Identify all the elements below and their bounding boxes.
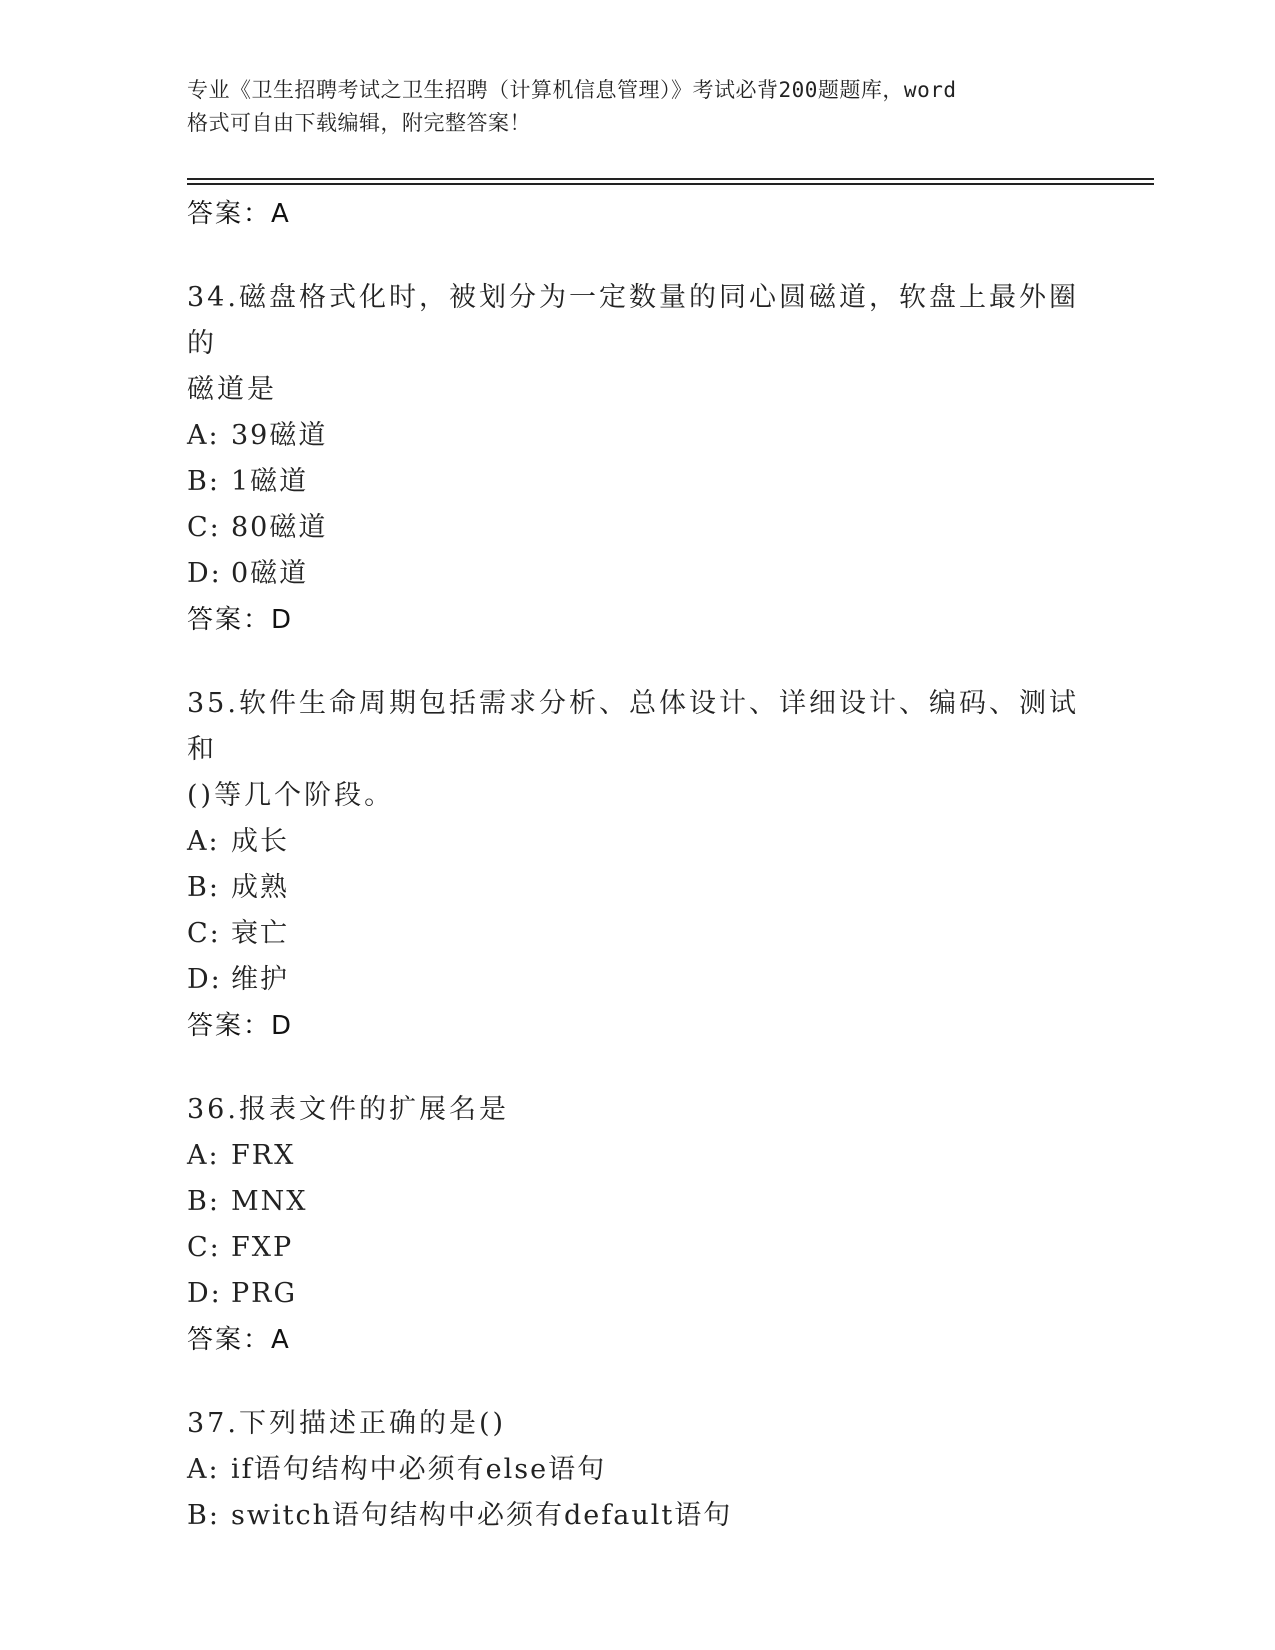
question-37 xyxy=(187,1401,1087,1539)
answer-previous: 答案：A xyxy=(187,199,291,229)
option-c xyxy=(187,505,1087,551)
option-b xyxy=(187,459,1087,505)
option-letter: C: xyxy=(187,918,221,949)
option-letter: B: xyxy=(187,1186,220,1217)
option-text: 成长 xyxy=(231,826,289,857)
option-b xyxy=(187,865,1087,911)
option-text: 80磁道 xyxy=(231,512,328,543)
option-letter: C: xyxy=(187,512,221,543)
header-line-2: 格式可自由下载编辑，附完整答案！ xyxy=(187,111,531,135)
option-a xyxy=(187,1133,1087,1179)
option-text: 0磁道 xyxy=(231,558,309,589)
question-text xyxy=(187,1401,1087,1447)
question-text xyxy=(187,1087,1087,1133)
option-text: PRG xyxy=(231,1278,298,1309)
header-line-1: 专业《卫生招聘考试之卫生招聘（计算机信息管理）》考试必背200题题库，word xyxy=(187,78,957,102)
question-number: 34. xyxy=(187,282,239,313)
question-number: 37. xyxy=(187,1408,239,1439)
answer: 答案：A xyxy=(187,1325,291,1355)
option-text: 维护 xyxy=(231,964,289,995)
option-text: FXP xyxy=(231,1232,294,1263)
option-letter: D: xyxy=(187,558,222,589)
header-divider-top xyxy=(187,178,1154,180)
option-b xyxy=(187,1179,1087,1225)
answer: 答案：D xyxy=(187,1011,294,1041)
question-number: 35. xyxy=(187,688,239,719)
option-d xyxy=(187,957,1087,1003)
question-text-line-2: ()等几个阶段。 xyxy=(187,780,395,811)
question-34 xyxy=(187,275,1087,643)
question-text xyxy=(187,681,1087,773)
option-c xyxy=(187,1225,1087,1271)
option-letter: A: xyxy=(187,1140,220,1171)
answer: 答案：D xyxy=(187,605,294,635)
option-letter: A: xyxy=(187,1454,220,1485)
option-letter: A: xyxy=(187,420,220,451)
option-letter: C: xyxy=(187,1232,221,1263)
option-d xyxy=(187,1271,1087,1317)
option-text: 39磁道 xyxy=(231,420,328,451)
option-text: switch语句结构中必须有default语句 xyxy=(231,1500,733,1531)
option-a xyxy=(187,819,1087,865)
option-letter: D: xyxy=(187,1278,222,1309)
question-text-line-1: 下列描述正确的是() xyxy=(238,1408,507,1439)
option-letter: B: xyxy=(187,872,220,903)
question-text-line-1: 软件生命周期包括需求分析、总体设计、详细设计、编码、测试和 xyxy=(187,688,1079,765)
option-letter: A: xyxy=(187,826,220,857)
question-text-line-1: 报表文件的扩展名是 xyxy=(238,1094,509,1125)
question-35 xyxy=(187,681,1087,1049)
option-d xyxy=(187,551,1087,597)
option-text: MNX xyxy=(231,1186,308,1217)
option-text: if语句结构中必须有else语句 xyxy=(231,1454,607,1485)
option-text: 成熟 xyxy=(231,872,289,903)
document-header xyxy=(187,74,1087,140)
option-text: 1磁道 xyxy=(231,466,309,497)
option-a xyxy=(187,413,1087,459)
option-c xyxy=(187,911,1087,957)
option-letter: B: xyxy=(187,466,220,497)
question-number: 36. xyxy=(187,1094,239,1125)
question-text-line-1: 磁盘格式化时，被划分为一定数量的同心圆磁道，软盘上最外圈的 xyxy=(187,282,1079,359)
question-text xyxy=(187,275,1087,367)
question-list xyxy=(187,185,1087,1539)
option-letter: B: xyxy=(187,1500,220,1531)
option-a xyxy=(187,1447,1087,1493)
option-b xyxy=(187,1493,1087,1539)
question-36 xyxy=(187,1087,1087,1363)
question-text-line-2: 磁道是 xyxy=(187,374,277,405)
option-letter: D: xyxy=(187,964,222,995)
option-text: FRX xyxy=(231,1140,296,1171)
option-text: 衰亡 xyxy=(231,918,289,949)
